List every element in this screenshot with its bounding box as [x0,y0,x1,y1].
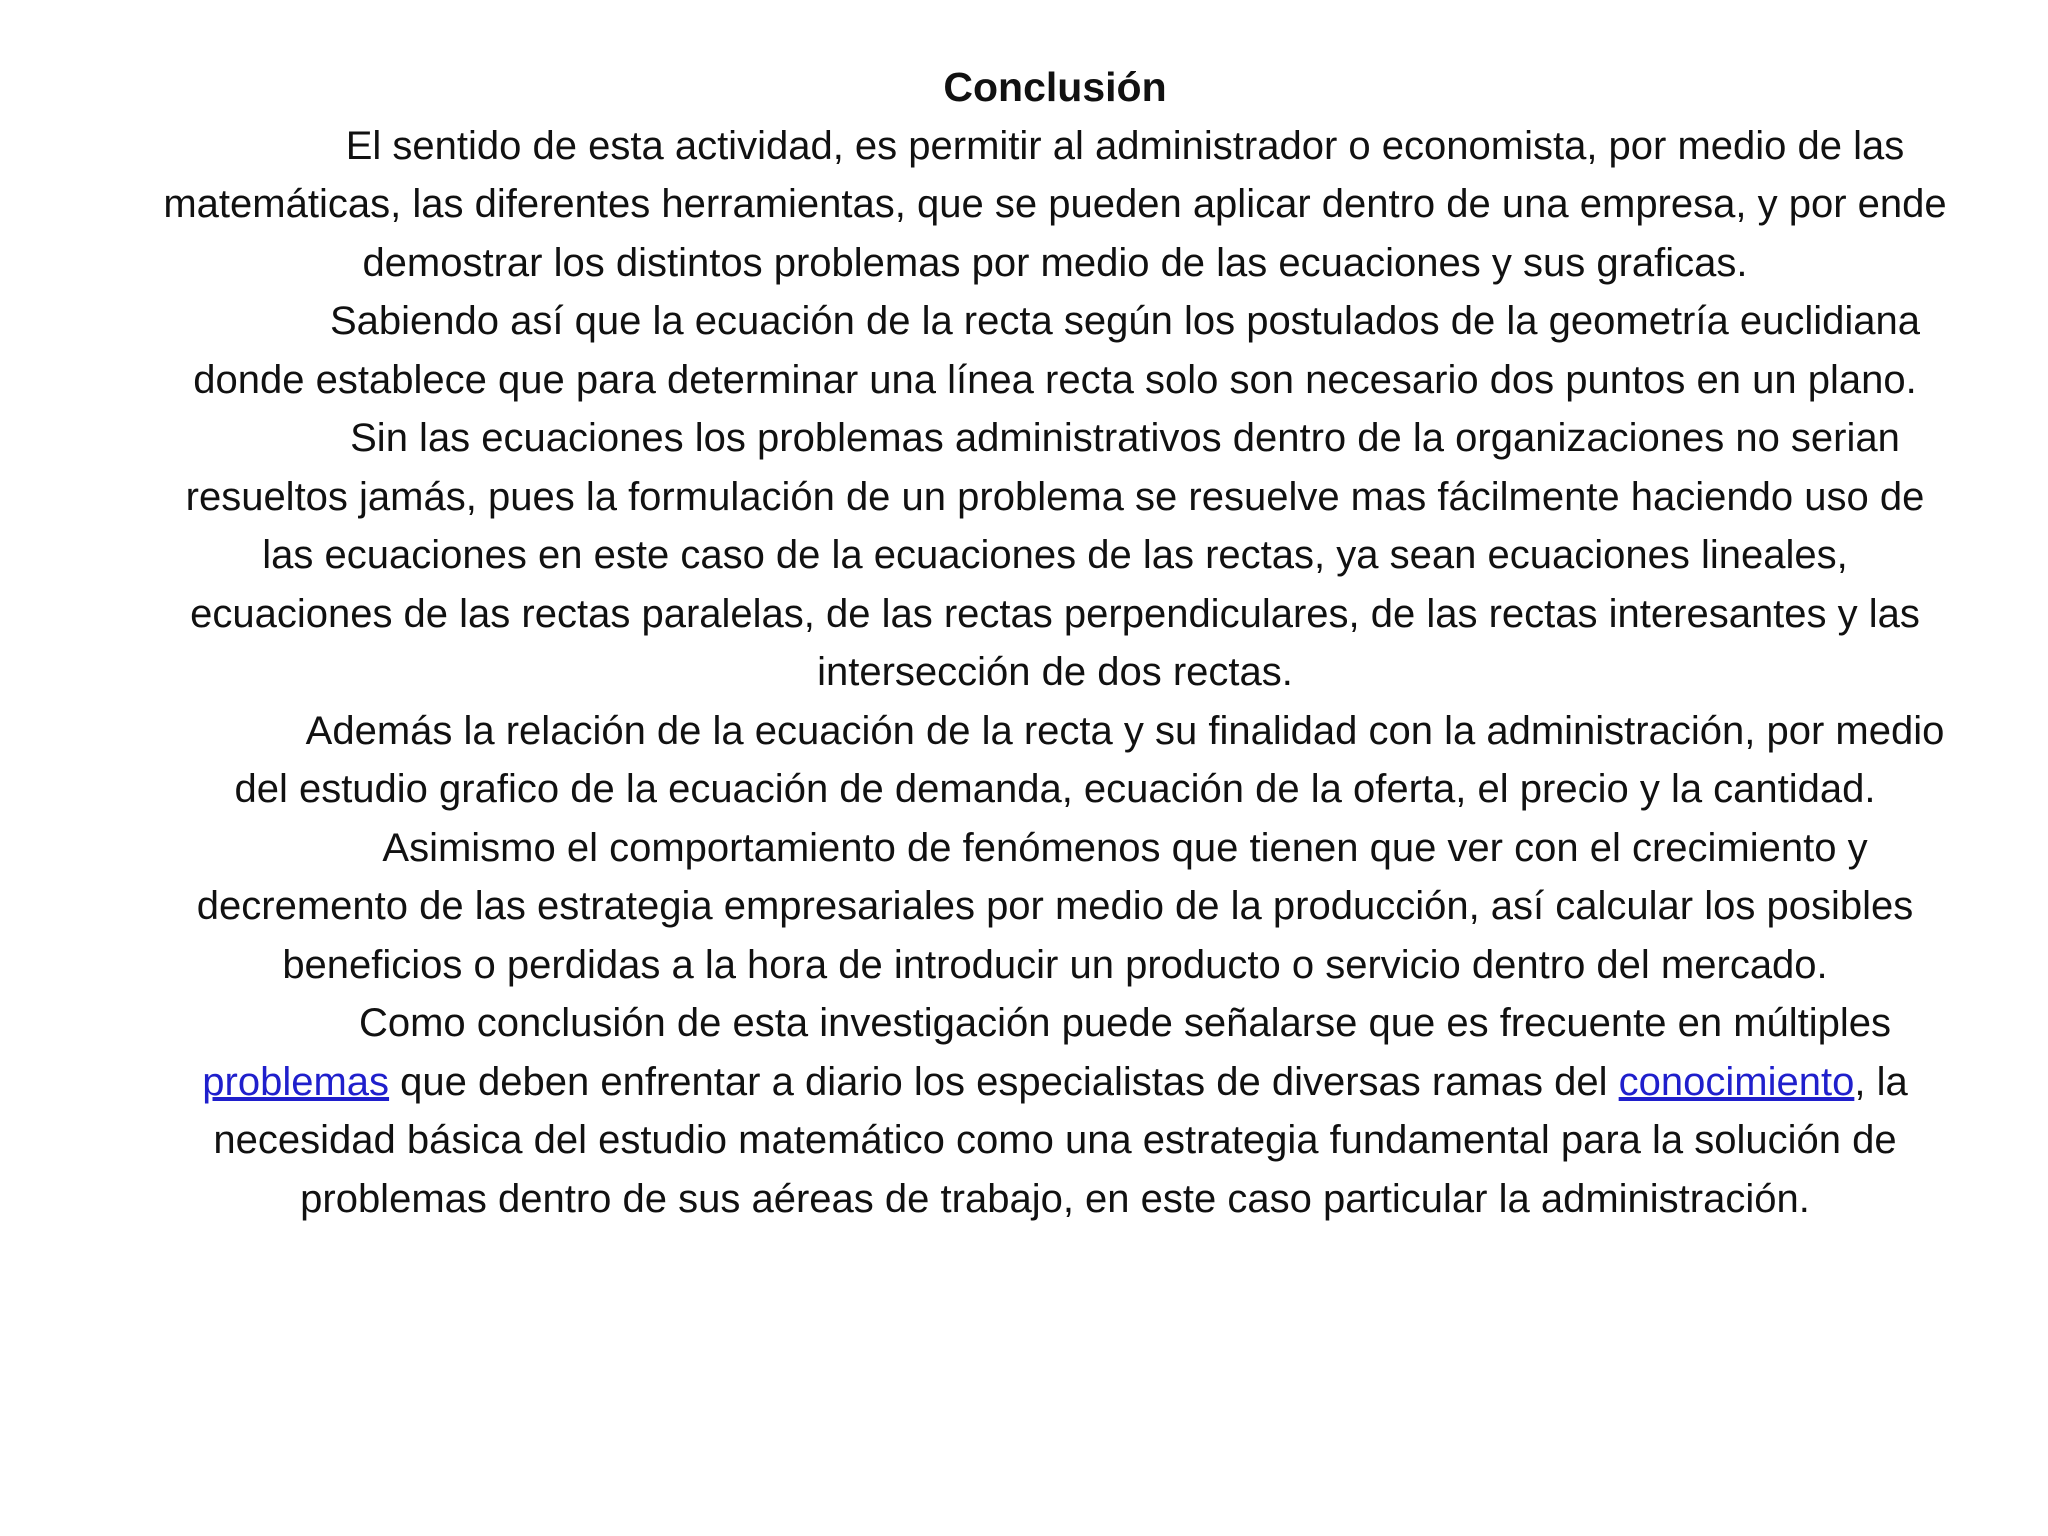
paragraph-equations-problems: Sin las ecuaciones los problemas administrativos dentro de la organizaciones no serian resueltos jamás, pues la formulación de un problema se resuelve mas fácilmente haciendo uso de las ecuaciones en este caso de la ecuaciones de las rectas, ya sean ecuaciones lineales, ecuaciones de las rectas paralelas, de las rectas perpendiculares, de las rectas interesantes y las intersección de dos rectas. [185,416,1925,694]
slide-title: Conclusión [943,64,1167,110]
paragraph-administration-relation: Además la relación de la ecuación de la recta y su finalidad con la administración, por medio del estudio grafico de la ecuación de demanda, ecuación de la oferta, el precio y la cantidad. [234,708,1945,811]
problemas-link[interactable]: problemas [202,1059,390,1104]
paragraph-line-equation: Sabiendo así que la ecuación de la recta según los postulados de la geometría euclidiana donde establece que para determinar una línea recta solo son necesario dos puntos en un plano. [193,299,1920,402]
paragraph-purpose: El sentido de esta actividad, es permitir al administrador o economista, por medio de las matemáticas, las diferentes herramientas, que se pueden aplicar dentro de una empresa, y por ende demostrar los distintos problemas por medio de las ecuaciones y sus graficas. [163,123,1947,285]
paragraph-business-behavior: Asimismo el comportamiento de fenómenos que tienen que ver con el crecimiento y decremento de las estrategia empresariales por medio de la producción, así calcular los posibles beneficios o perdidas a la hora de introducir un producto o servicio dentro del mercado. [196,825,1914,987]
conocimiento-link[interactable]: conocimiento [1618,1059,1855,1104]
final-paragraph-text-2: que deben enfrentar a diario los especialistas de diversas ramas del [389,1059,1619,1104]
final-paragraph-text-3: , la necesidad básica del estudio matemático como una estrategia fundamental para la solución de problemas dentro de sus aéreas de trabajo, en este caso particular la administración. [213,1059,1908,1221]
final-paragraph-text-1: Como conclusión de esta investigación puede señalarse que es frecuente en múltiples [358,1001,1892,1045]
paragraph-final-conclusion [160,994,1950,1228]
conclusion-text-block [160,58,1950,1228]
